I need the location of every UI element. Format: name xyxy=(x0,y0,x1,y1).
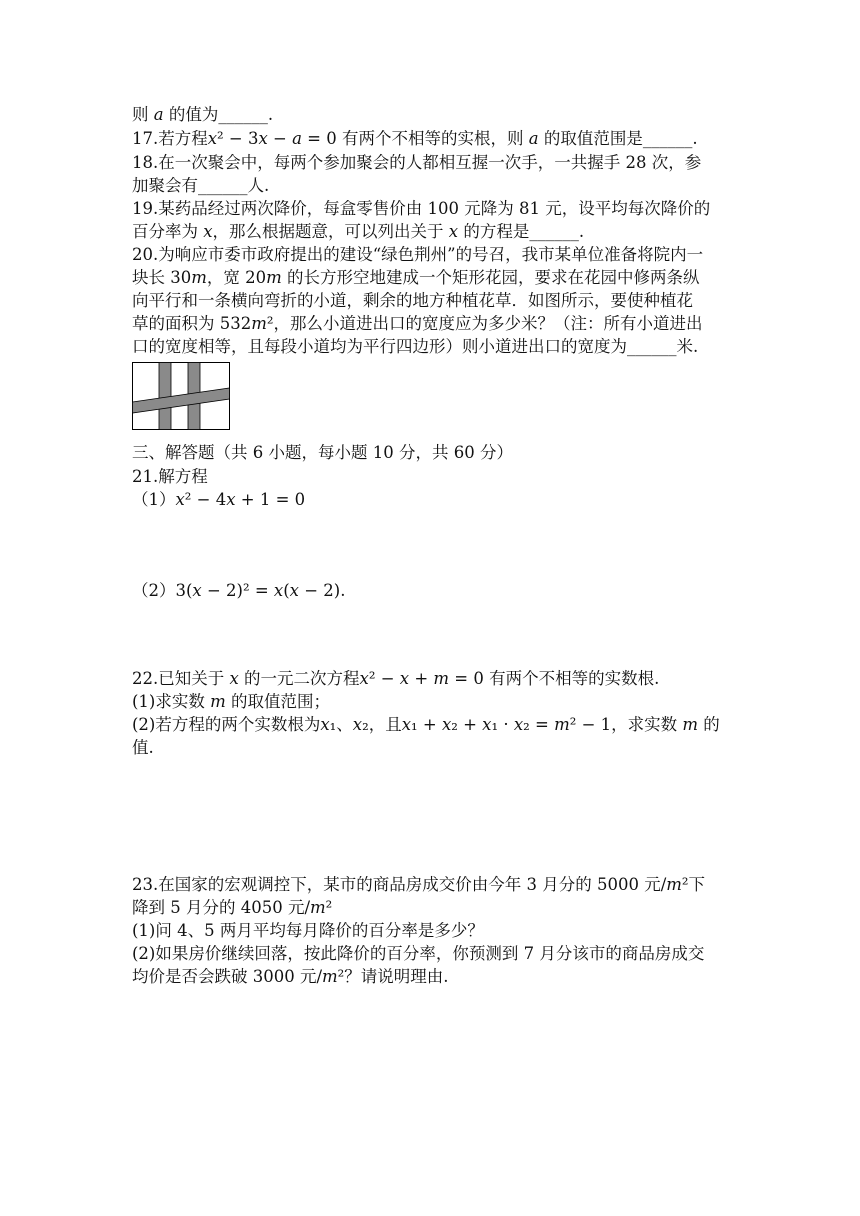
q23-line2: 降到 5 月分的 4050 元/𝑚² xyxy=(132,898,333,917)
q17: 17.若方程𝑥² − 3𝑥 − 𝑎 = 0 有两个不相等的实根，则 𝑎 的取值范围是______. xyxy=(132,129,698,148)
q23-line1: 23.在国家的宏观调控下，某市的商品房成交价由今年 3 月分的 5000 元/𝑚²下 xyxy=(132,875,706,894)
q20-line5: 口的宽度相等，且每段小道均为平行四边形）则小道进出口的宽度为______米. xyxy=(132,337,699,356)
section-three-heading: 三、解答题（共 6 小题，每小题 10 分，共 60 分） xyxy=(132,443,513,462)
q23-part2-line2: 均价是否会跌破 3000 元/𝑚²？请说明理由. xyxy=(132,967,449,986)
q23-part1: (1)问 4、5 两月平均每月降价的百分率是多少？ xyxy=(132,921,484,940)
q22-part1: (1)求实数 𝑚 的取值范围； xyxy=(132,692,331,711)
q19-line2: 百分率为 𝑥，那么根据题意，可以列出关于 𝑥 的方程是______. xyxy=(132,222,585,241)
q20-line3: 向平行和一条横向弯折的小道，剩余的地方种植花草．如图所示，要使种植花 xyxy=(132,291,693,310)
q22-part2-line2: 值. xyxy=(132,738,154,757)
q19-line1: 19.某药品经过两次降价，每盒零售价由 100 元降为 81 元，设平均每次降价的 xyxy=(132,199,711,218)
q16-tail: 则 𝑎 的值为______. xyxy=(132,105,274,124)
q22-part2-line1: (2)若方程的两个实数根为𝑥₁、𝑥₂，且𝑥₁ + 𝑥₂ + 𝑥₁ · 𝑥₂ = 𝑚² − 1，求实数 𝑚 的 xyxy=(132,715,720,734)
q22-line1: 22.已知关于 𝑥 的一元二次方程𝑥² − 𝑥 + 𝑚 = 0 有两个不相等的实数根. xyxy=(132,669,660,688)
q18-line2: 加聚会有______人. xyxy=(132,176,270,195)
q23-part2-line1: (2)如果房价继续回落，按此降价的百分率，你预测到 7 月分该市的商品房成交 xyxy=(132,944,705,963)
q21-title: 21.解方程 xyxy=(132,467,208,486)
q21-part2: （2）3(𝑥 − 2)² = 𝑥(𝑥 − 2). xyxy=(132,581,346,600)
q20-line4: 草的面积为 532𝑚²，那么小道进出口的宽度应为多少米？（注：所有小道进出 xyxy=(132,314,703,333)
q18-line1: 18.在一次聚会中，每两个参加聚会的人都相互握一次手，一共握手 28 次，参 xyxy=(132,153,702,172)
q20-line1: 20.为响应市委市政府提出的建设“绿色荆州”的号召，我市某单位准备将院内一 xyxy=(132,245,704,264)
q21-part1: （1）𝑥² − 4𝑥 + 1 = 0 xyxy=(132,490,306,509)
q20-line2: 块长 30𝑚，宽 20𝑚 的长方形空地建成一个矩形花园，要求在花园中修两条纵 xyxy=(132,268,700,287)
garden-path-figure xyxy=(132,362,230,430)
